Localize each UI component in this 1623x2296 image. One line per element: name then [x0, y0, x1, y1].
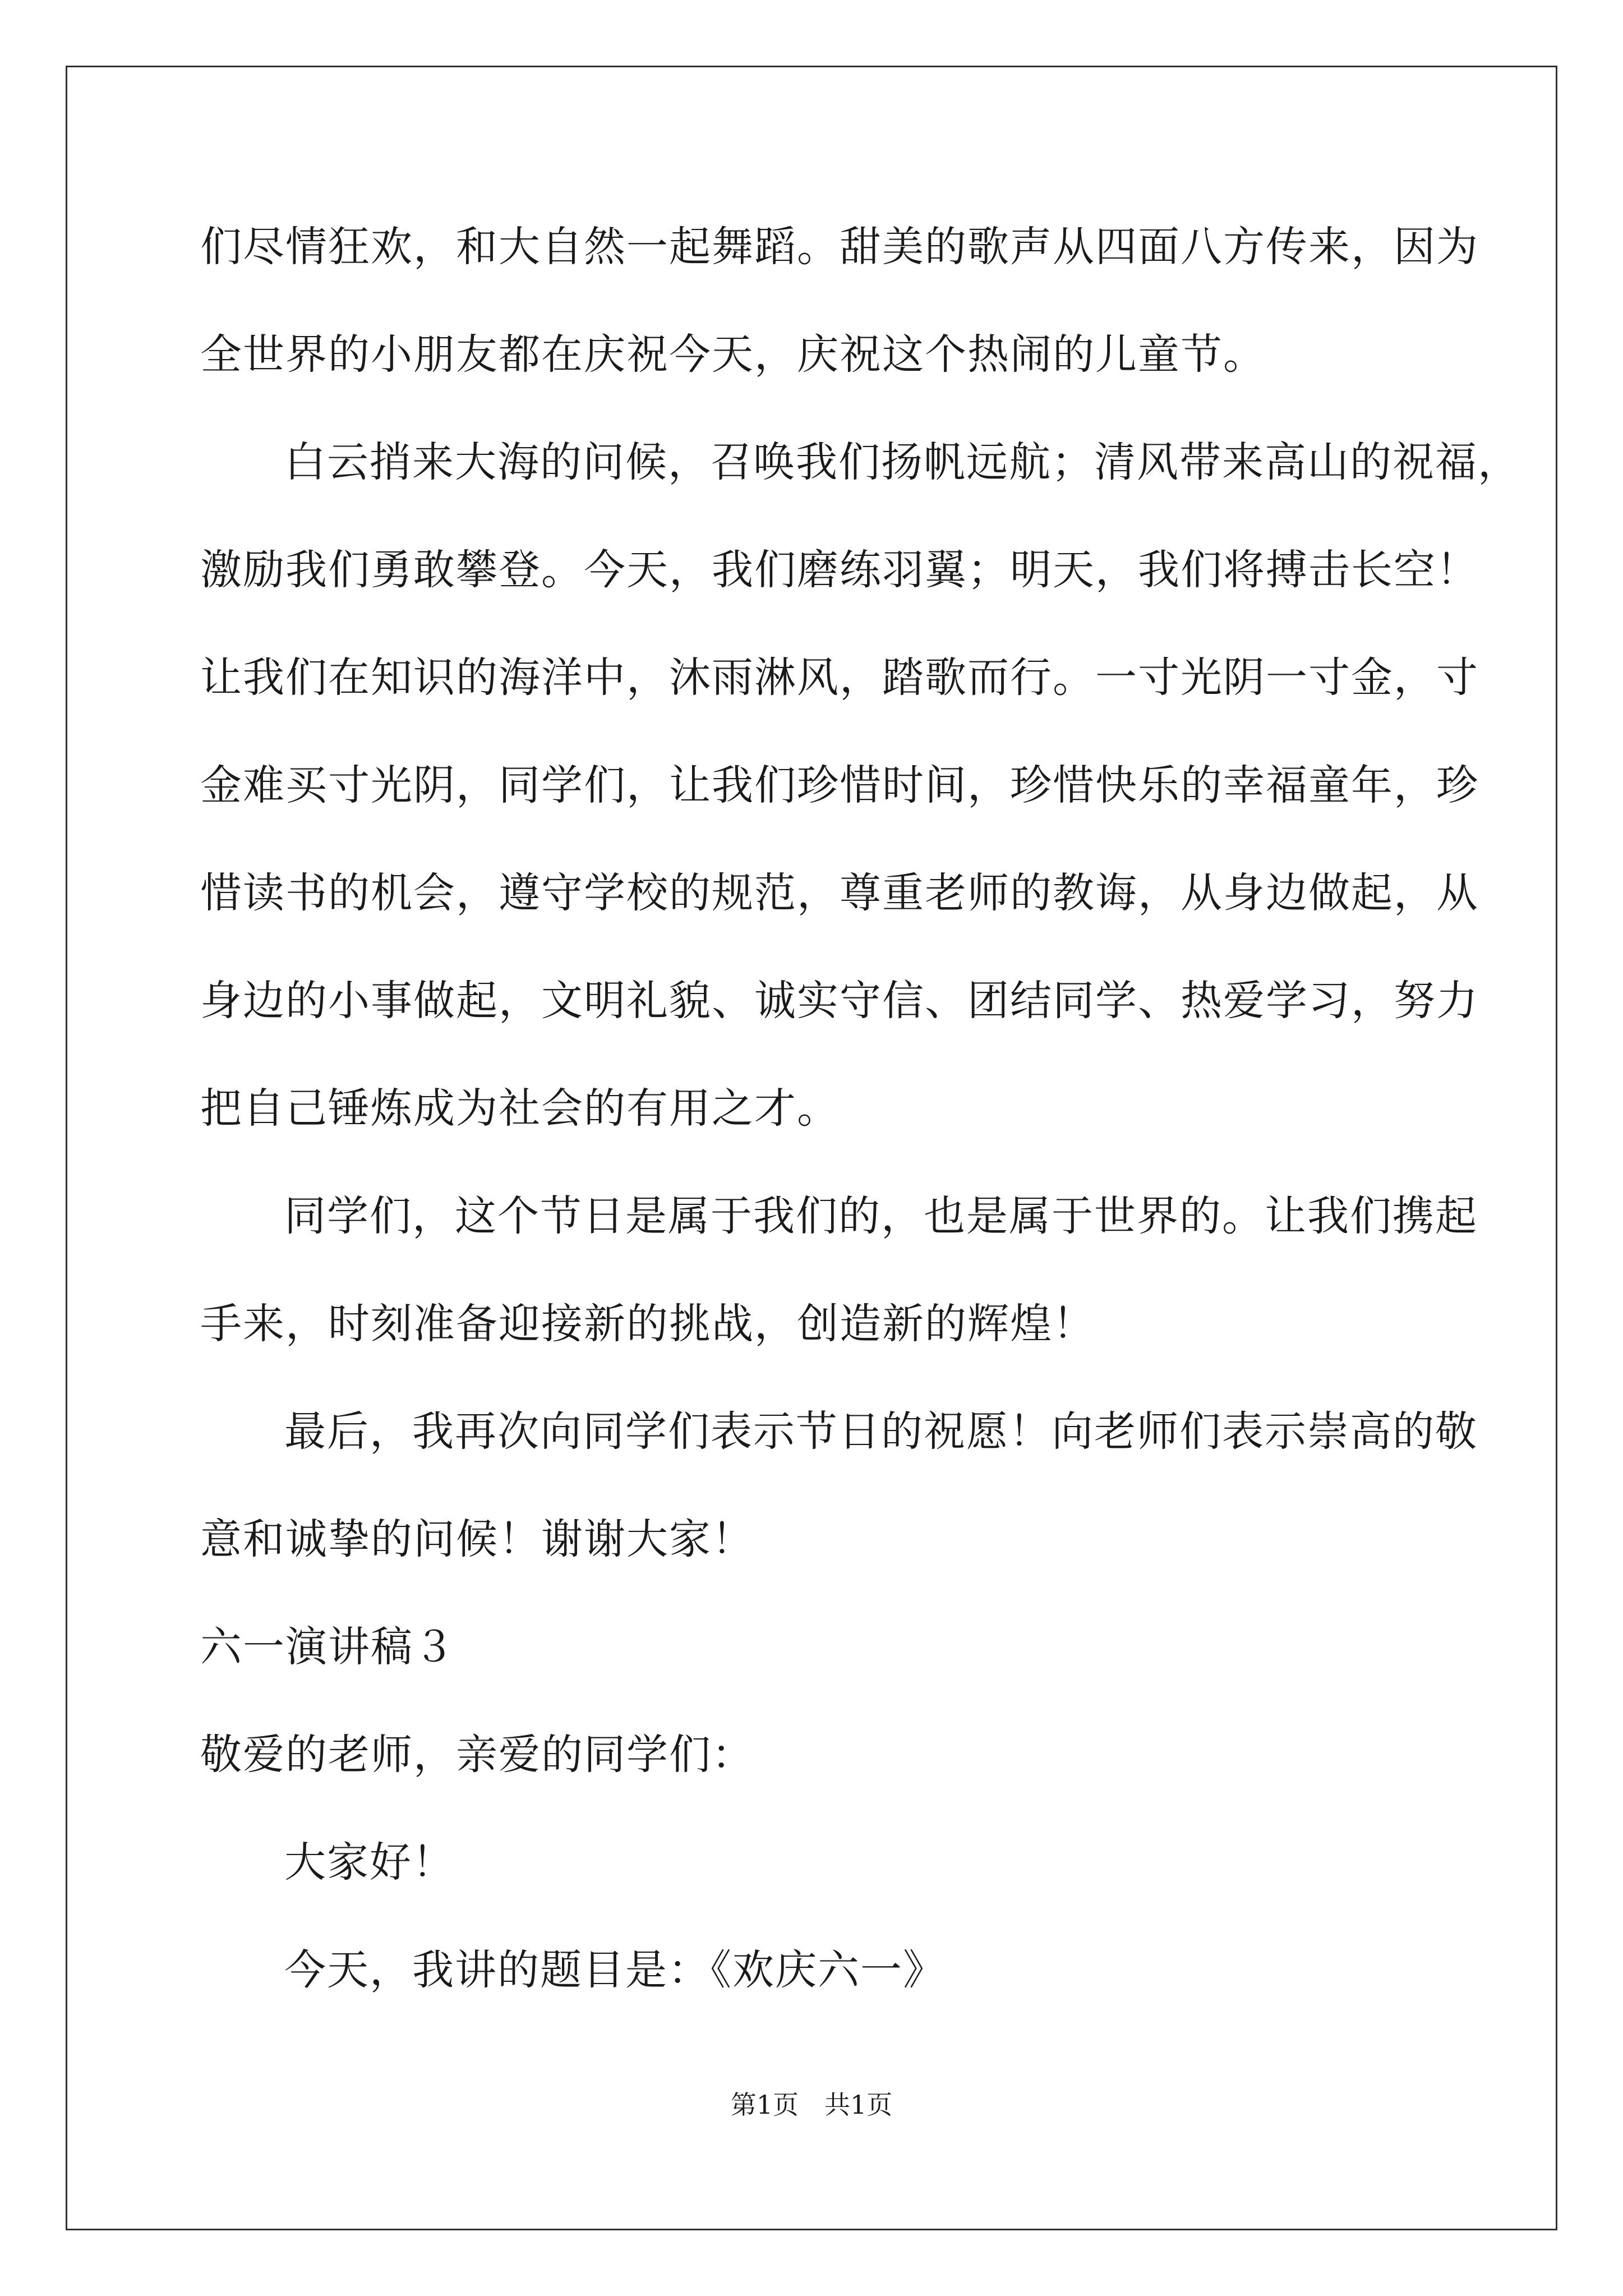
paragraph-line: 激励我们勇敢攀登。今天，我们磨练羽翼；明天，我们将搏击长空！	[200, 546, 1479, 594]
paragraph-line: 意和诚挚的问候！谢谢大家！	[200, 1515, 754, 1563]
paragraph-line: 惜读书的机会，遵守学校的规范，尊重老师的教诲，从身边做起，从	[200, 869, 1479, 917]
section-heading: 六一演讲稿３	[200, 1623, 456, 1671]
paragraph-line: 今天，我讲的题目是：《欢庆六一》	[284, 1946, 946, 1994]
paragraph-line: 全世界的小朋友都在庆祝今天，庆祝这个热闹的儿童节。	[200, 330, 1266, 379]
page-footer: 第1页 共1页	[730, 2090, 893, 2120]
paragraph-line: 手来，时刻准备迎接新的挑战，创造新的辉煌！	[200, 1300, 1095, 1348]
paragraph-line: 身边的小事做起，文明礼貌、诚实守信、团结同学、热爱学习，努力	[200, 977, 1479, 1025]
paragraph-line: 同学们，这个节日是属于我们的，也是属于世界的。让我们携起	[284, 1192, 1478, 1240]
paragraph-line: 让我们在知识的海洋中，沐雨淋风，踏歌而行。一寸光阴一寸金，寸	[200, 654, 1479, 702]
salutation: 敬爱的老师，亲爱的同学们：	[200, 1731, 754, 1779]
greeting: 大家好！	[284, 1838, 455, 1887]
paragraph-line: 们尽情狂欢，和大自然一起舞蹈。甜美的歌声从四面八方传来，因为	[200, 223, 1479, 271]
paragraph-line: 把自己锤炼成为社会的有用之才。	[200, 1084, 840, 1133]
paragraph-line: 白云捎来大海的问候，召唤我们扬帆远航；清风带来高山的祝福，	[284, 438, 1520, 486]
paragraph-line: 最后，我再次向同学们表示节日的祝愿！向老师们表示崇高的敬	[284, 1407, 1478, 1456]
document-body	[200, 216, 1520, 2047]
paragraph-line: 金难买寸光阴，同学们，让我们珍惜时间，珍惜快乐的幸福童年，珍	[200, 761, 1479, 809]
